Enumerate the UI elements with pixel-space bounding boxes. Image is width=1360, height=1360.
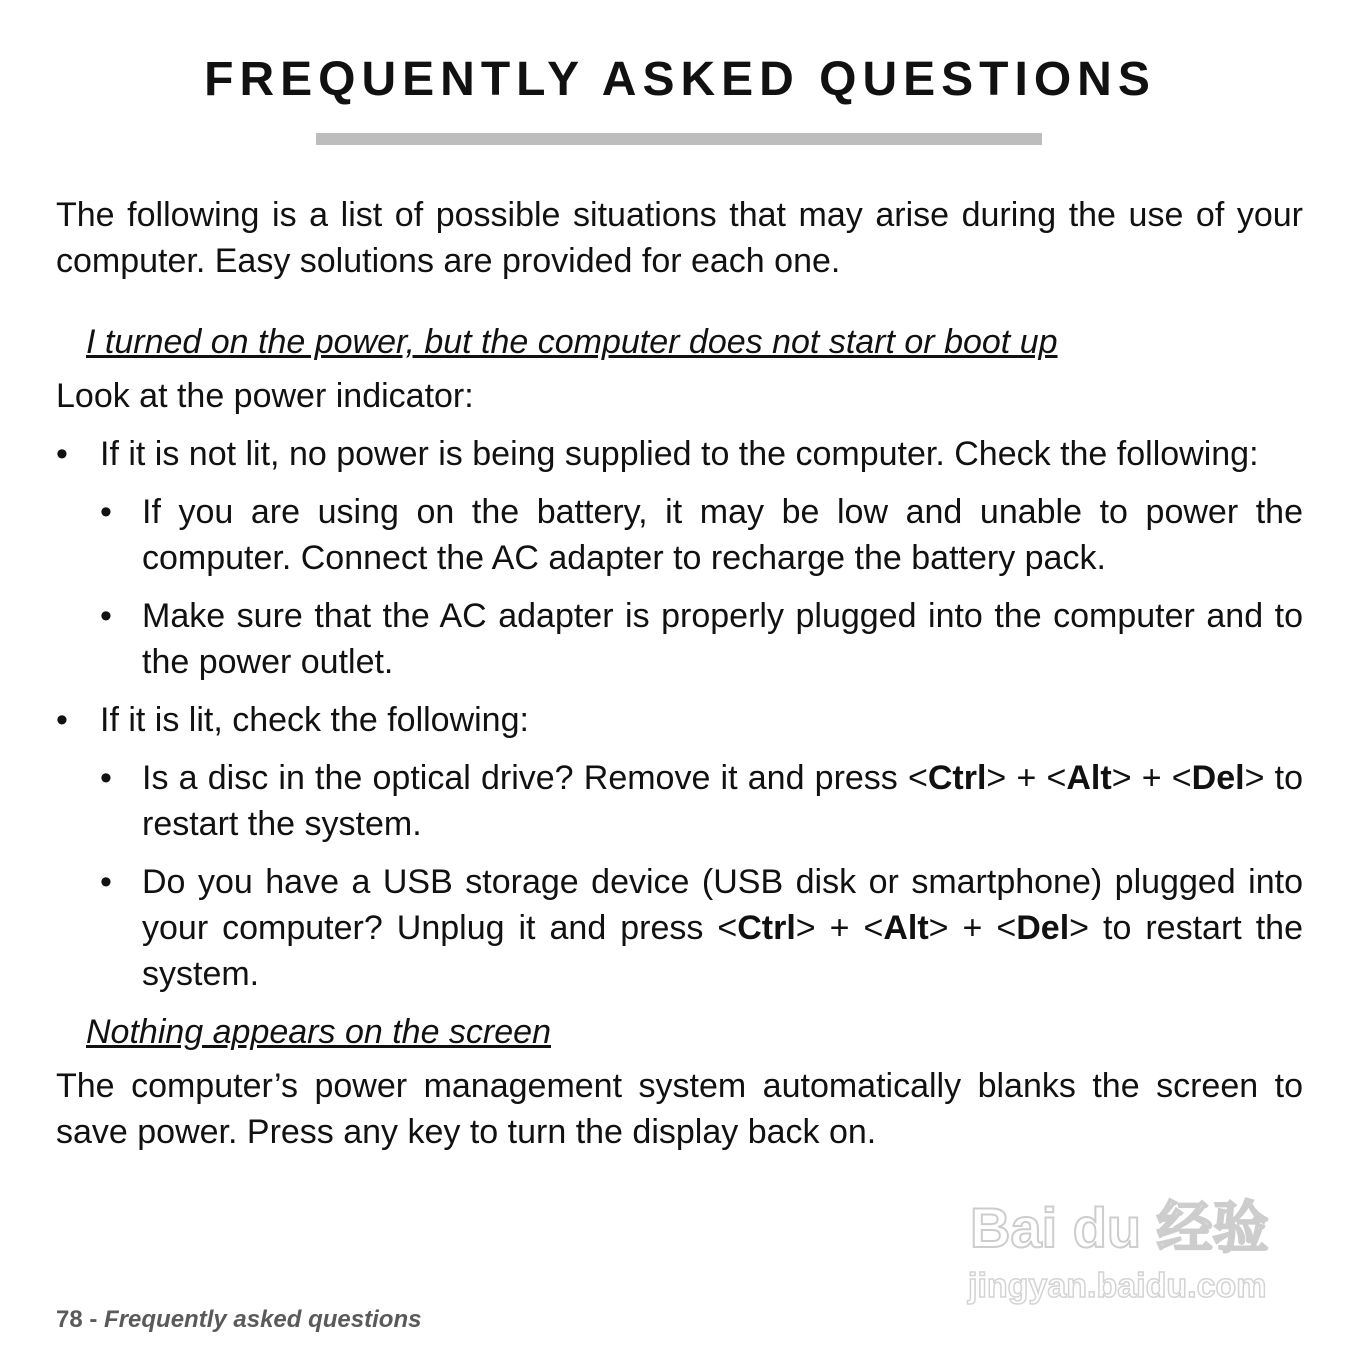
key-del: Del	[1016, 909, 1070, 947]
key-alt: Alt	[1066, 759, 1112, 797]
section-heading-screen: Nothing appears on the screen	[86, 1013, 551, 1051]
bullet-icon: •	[56, 701, 68, 739]
text-segment: > + <	[928, 909, 1017, 947]
sublist-item-optical-disc	[100, 755, 1303, 847]
key-ctrl: Ctrl	[737, 909, 796, 947]
text-segment: Do you have a USB storage device (USB disk or smartphone) plugged into your computer? Unplug it and press <	[142, 863, 1303, 947]
text-segment: > to restart the system.	[142, 759, 1303, 843]
power-indicator-list	[56, 431, 1303, 997]
power-indicator-lead: Look at the power indicator:	[56, 377, 474, 415]
page-number: 78	[56, 1306, 83, 1333]
bullet-icon: •	[100, 597, 112, 635]
bullet-icon: •	[100, 493, 112, 531]
screen-body-paragraph: The computer’s power management system automatically blanks the screen to save power. Press any key to turn the display back on.	[56, 1067, 1303, 1151]
bullet-icon: •	[100, 863, 112, 901]
lit-sublist	[100, 755, 1303, 997]
baidu-jingyan-watermark	[962, 1185, 1282, 1315]
not-lit-sublist	[100, 489, 1303, 685]
sublist-item-text: Make sure that the AC adapter is properly plugged into the computer and to the power outlet.	[142, 597, 1303, 681]
list-item-text: If it is lit, check the following:	[100, 701, 529, 739]
sublist-item-text: If you are using on the battery, it may be low and unable to power the computer. Connect the AC adapter to recharge the battery pack.	[142, 493, 1303, 577]
page-footer	[56, 1306, 421, 1334]
section-heading-boot: I turned on the power, but the computer does not start or boot up	[86, 323, 1058, 361]
sublist-item-text	[142, 859, 1303, 997]
text-segment: > + <	[1111, 759, 1192, 797]
bullet-icon: •	[100, 759, 112, 797]
key-ctrl: Ctrl	[927, 759, 987, 797]
text-segment: Is a disc in the optical drive? Remove it and press <	[142, 759, 928, 797]
text-segment: > to restart the system.	[142, 909, 1303, 993]
footer-separator: -	[82, 1306, 105, 1333]
list-item-text: If it is not lit, no power is being supplied to the computer. Check the following:	[100, 435, 1259, 473]
sublist-item-battery	[100, 489, 1303, 581]
list-item-lit	[56, 697, 1303, 997]
sublist-item-usb-device	[100, 859, 1303, 997]
sublist-item-text	[142, 755, 1303, 847]
bullet-icon: •	[56, 435, 68, 473]
text-segment: > + <	[986, 759, 1067, 797]
faq-content	[56, 192, 1303, 1155]
watermark-brand: Bai du 经验	[970, 1196, 1269, 1259]
page-title	[0, 40, 1360, 120]
title-underline-rule	[316, 133, 1042, 145]
intro-paragraph: The following is a list of possible situations that may arise during the use of your computer. Easy solutions are provided for each one.	[56, 196, 1303, 280]
list-item-not-lit	[56, 431, 1303, 685]
watermark-url: jingyan.baidu.com	[968, 1267, 1267, 1305]
key-del: Del	[1191, 759, 1245, 797]
page-title-text: FREQUENTLY ASKED QUESTIONS	[204, 53, 1156, 106]
sublist-item-adapter	[100, 593, 1303, 685]
key-alt: Alt	[883, 909, 929, 947]
footer-title: Frequently asked questions	[104, 1306, 422, 1333]
text-segment: > + <	[795, 909, 884, 947]
